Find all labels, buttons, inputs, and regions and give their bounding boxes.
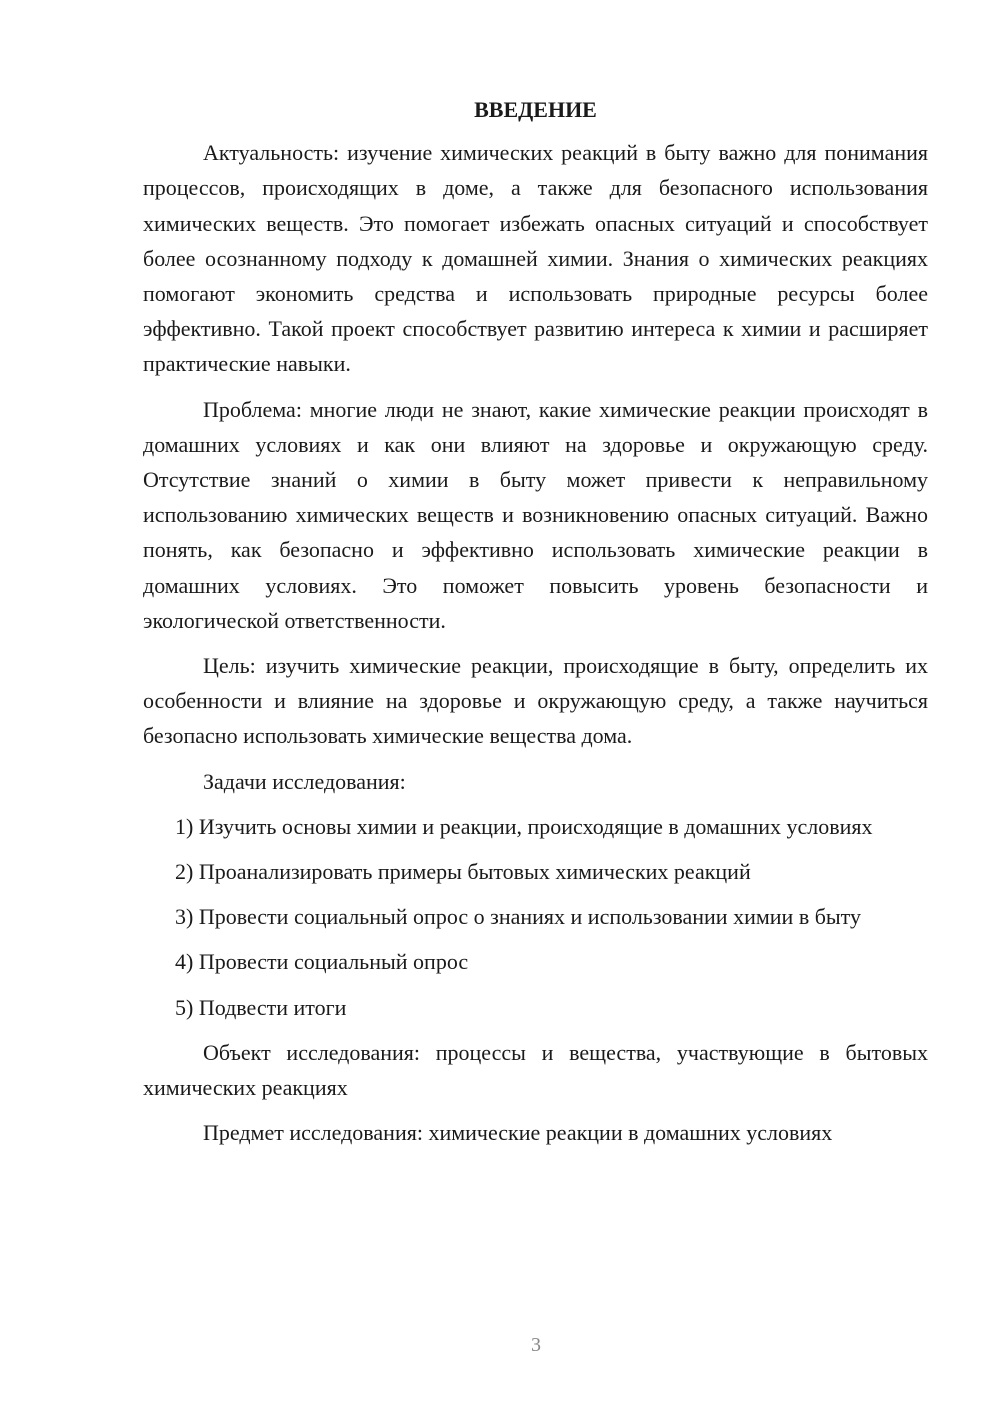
page-title: ВВЕДЕНИЕ — [474, 97, 597, 122]
task-item: 4) Провести социальный опрос — [175, 949, 469, 975]
problem-paragraph: Проблема: многие люди не знают, какие химические реакции происходят в домашних условиях и как они влияют на здоровье и окружающую среду. Отсутствие знаний о химии в быту может привести к неправильному использованию химических веществ и возникновению опасных ситуаций. Важно понять, как безопасно и эффективно использовать химические реакции в домашних условиях. Это поможет повысить уровень безопасности и экологической ответственности. — [143, 396, 928, 633]
task-item: 3) Провести социальный опрос о знаниях и использовании химии в быту — [175, 904, 862, 930]
page-number: 3 — [531, 1334, 541, 1356]
document-page — [143, 92, 928, 1160]
goal-paragraph: Цель: изучить химические реакции, происходящие в быту, определить их особенности и влияние на здоровье и окружающую среду, а также научиться безопасно использовать химические вещества дома. — [143, 653, 928, 749]
task-item: 1) Изучить основы химии и реакции, происходящие в домашних условиях — [175, 813, 873, 839]
subject-paragraph: Предмет исследования: химические реакции в домашних условиях — [203, 1120, 833, 1146]
tasks-title: Задачи исследования: — [203, 768, 406, 794]
task-item: 5) Подвести итоги — [175, 994, 347, 1020]
object-paragraph: Объект исследования: процессы и вещества, участвующие в бытовых химических реакциях — [143, 1039, 928, 1101]
relevance-paragraph: Актуальность: изучение химических реакций в быту важно для понимания процессов, происходящих в доме, а также для безопасного использования химических веществ. Это помогает избежать опасных ситуаций и способствует более осознанному подходу к домашней химии. Знания о химических реакциях помогают экономить средства и использовать природные ресурсы более эффективно. Такой проект способствует развитию интереса к химии и расширяет практические навыки. — [143, 140, 928, 377]
task-item: 2) Проанализировать примеры бытовых химических реакций — [175, 859, 751, 885]
